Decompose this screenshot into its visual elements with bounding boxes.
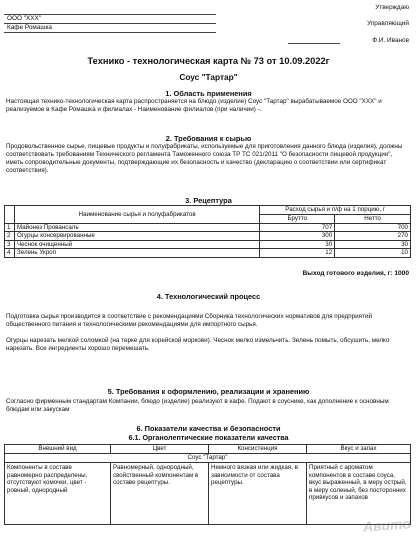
quality-cell-consistency: Немного вязкая или жидкая, в зависимости от состава рецептуры. [209, 463, 307, 525]
quality-row-title: Соус "Тартар" [5, 454, 411, 463]
row-gross: 30 [260, 240, 335, 249]
recipe-table [4, 205, 411, 258]
row-net: 10 [335, 249, 411, 258]
section-6-subheading: 6.1. Органолептические показатели качества [128, 433, 289, 442]
manager-label: Управляющий [367, 20, 409, 27]
quality-table [4, 444, 411, 525]
row-number: 1 [5, 223, 15, 232]
section-4-text-1: Подготовка сырья производится в соответствие с рекомендациями Сборника технологических нормативов для предприятий общественного питания и технологическими рекомендациями для импортного сырья. [6, 313, 372, 329]
org-name: ООО "XXX" [7, 15, 42, 22]
row-number: 4 [5, 249, 15, 258]
section-2-text: Продовольственное сырье, пищевые продукты и полуфабрикаты, используемые для приготовления данного блюда (изделия), должны соответствовать требованиям Технического регламента Таможенного союза ТР ТС 021/2011 "О безопасности пищевой продукции", иметь сопроводительные документы, подтверждающие их безопасность и качество (декларацию о соответствии или сертификат соответствия). [6, 143, 403, 175]
quality-col-taste: Вкус и запах [307, 445, 411, 454]
row-net: 30 [335, 240, 411, 249]
table-row [5, 232, 411, 241]
recipe-col-rate: Расход сырья и п/ф на 1 порцию, г [260, 206, 411, 215]
watermark-logo: Авито [362, 515, 412, 535]
row-number: 3 [5, 240, 15, 249]
row-number: 2 [5, 232, 15, 241]
table-row [5, 249, 411, 258]
row-name: Чеснок очищенный [14, 240, 259, 249]
row-net: 700 [335, 223, 411, 232]
recipe-col-net: Нетто [335, 215, 411, 224]
table-row [5, 240, 411, 249]
row-gross: 300 [260, 232, 335, 241]
recipe-col-num [5, 206, 15, 224]
approve-label: Утверждаю [375, 4, 409, 11]
section-5-heading: 5. Требования к оформлению, реализации и хранению [107, 387, 310, 396]
section-2-heading: 2. Требования к сырью [165, 134, 252, 143]
section-1-text: Настоящая технико-технологическая карта распространяется на блюдо (изделие) Соус "Тартар" вырабатываемое ООО "XXX" и реализуемое в Кафе Ромашка и филиалах - Наименование филиалов (при наличии) -. [6, 98, 382, 114]
yield-total: Выход готового изделия, г: 1000 [302, 270, 409, 277]
row-name: Майонез Провансаль [14, 223, 259, 232]
signer-name: Ф.И. Иванов [372, 37, 409, 44]
quality-cell-appearance: Компоненты в составе равномерно распределены, отсутствуют комочки, цвет - ровный, однородный [5, 463, 111, 525]
cafe-name: Кафе Ромашка [7, 24, 52, 31]
row-gross: 707 [260, 223, 335, 232]
recipe-col-gross: Брутто [260, 215, 335, 224]
table-row [5, 463, 411, 525]
row-net: 270 [335, 232, 411, 241]
row-gross: 12 [260, 249, 335, 258]
header-line-3 [4, 32, 216, 33]
header-line-1 [4, 4, 216, 15]
section-5-text: Согласно фирменным стандартам Компании, блюдо (изделие) реализуют в кафе. Подают в соуснике, как дополнение к основным блюдам или закускам [6, 398, 389, 414]
dish-title: Соус "Тартар" [179, 72, 238, 82]
section-3-heading: 3. Рецептура [185, 196, 232, 205]
section-1-heading: 1. Область применения [165, 89, 252, 98]
section-6-heading: 6. Показатели качества и безопасности [136, 424, 281, 433]
quality-cell-color: Равномерный, однородный, свойственный компонентам в составе рецептуры. [111, 463, 209, 525]
row-name: Огурцы консервированные [14, 232, 259, 241]
quality-col-color: Цвет [111, 445, 209, 454]
table-row [5, 223, 411, 232]
signature-line [288, 43, 340, 44]
recipe-col-name: Наименование сырья и полуфабрикатов [14, 206, 259, 224]
section-4-text-2: Огурцы нарезать мелкой соломкой (на терке для корейской моркови). Чеснок мелко измельчить. Зелень помыть, обсушить, мелко нарезать. Все ингредиенты хорошо перемешать. [6, 337, 390, 353]
quality-col-appearance: Внешний вид [5, 445, 111, 454]
row-name: Зелень Укроп [14, 249, 259, 258]
quality-col-consistency: Консистенция [209, 445, 307, 454]
page-title: Технико - технологическая карта № 73 от 10.09.2022г [87, 56, 330, 66]
section-4-heading: 4. Технологический процесс [156, 292, 261, 301]
quality-cell-taste: Приятный с ароматом компонентов в составе соуса, вкус выраженный, в меру острый, в меру соленый, без посторонних привкусов и запахов [307, 463, 411, 525]
